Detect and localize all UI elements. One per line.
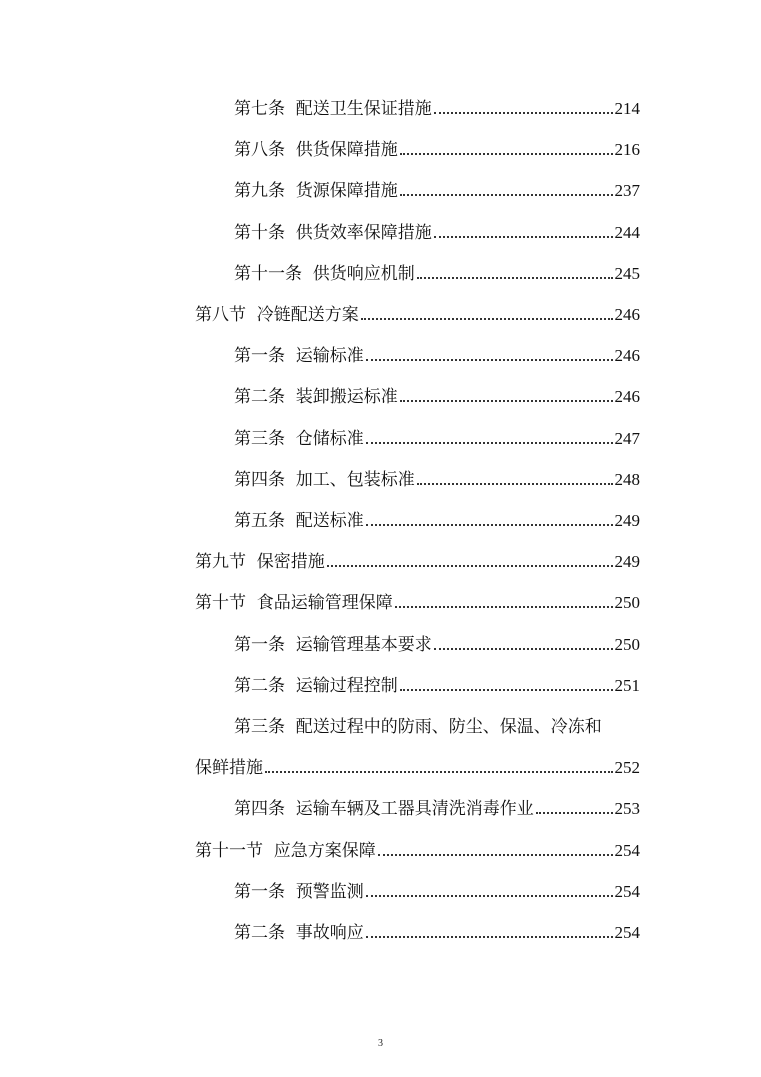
dot-leader xyxy=(366,895,613,897)
dot-leader xyxy=(536,812,613,814)
toc-entry[interactable] xyxy=(234,260,640,288)
dot-leader xyxy=(400,689,613,691)
page-number: 3 xyxy=(378,1038,383,1049)
toc-entry-page: 252 xyxy=(614,758,640,777)
toc-entry[interactable] xyxy=(234,177,640,205)
toc-entry-page: 249 xyxy=(614,552,640,571)
toc-entry-page: 249 xyxy=(614,511,640,530)
toc-entry[interactable] xyxy=(234,219,640,247)
dot-leader xyxy=(265,771,613,773)
toc-entry[interactable] xyxy=(195,301,640,329)
toc-entry[interactable] xyxy=(195,589,640,617)
toc-entry-title: 第一条 运输管理基本要求 xyxy=(234,635,432,655)
toc-entry[interactable] xyxy=(195,548,640,576)
toc-entry-page: 247 xyxy=(614,429,640,448)
toc-entry-page: 254 xyxy=(614,882,640,901)
toc-entry[interactable] xyxy=(195,837,640,865)
toc-entry-title: 第九节 保密措施 xyxy=(195,552,325,572)
dot-leader xyxy=(366,936,613,938)
toc-entry[interactable] xyxy=(234,878,640,906)
toc-entry-page: 254 xyxy=(614,923,640,942)
toc-entry-title: 第五条 配送标准 xyxy=(234,511,364,531)
toc-entry-page: 237 xyxy=(614,181,640,200)
toc-entry-title: 第二条 装卸搬运标准 xyxy=(234,387,398,407)
dot-leader xyxy=(434,112,613,114)
dot-leader xyxy=(400,153,613,155)
toc-entry[interactable] xyxy=(234,342,640,370)
toc-entry[interactable] xyxy=(195,754,640,782)
toc-entry-page: 248 xyxy=(614,470,640,489)
toc-entry[interactable] xyxy=(234,466,640,494)
toc-entry-title: 第八节 冷链配送方案 xyxy=(195,305,359,325)
toc-entry-page: 250 xyxy=(614,593,640,612)
toc-entry-title: 第四条 运输车辆及工器具清洗消毒作业 xyxy=(234,799,534,819)
toc-entry[interactable] xyxy=(234,672,640,700)
toc-entry-page: 250 xyxy=(614,635,640,654)
toc-entry[interactable] xyxy=(234,507,640,535)
dot-leader xyxy=(400,194,613,196)
toc-entry[interactable] xyxy=(234,425,640,453)
toc-entry-page: 216 xyxy=(614,140,640,159)
toc-entry-page: 214 xyxy=(614,99,640,118)
toc-entry-title: 第一条 预警监测 xyxy=(234,882,364,902)
toc-entry-title: 保鲜措施 xyxy=(195,758,263,778)
toc-entry[interactable] xyxy=(234,136,640,164)
toc-entry-page: 246 xyxy=(614,387,640,406)
toc-entry[interactable] xyxy=(234,95,640,123)
toc-entry-title: 第十条 供货效率保障措施 xyxy=(234,223,432,243)
toc-entry-title: 第二条 事故响应 xyxy=(234,923,364,943)
toc-entry-page: 251 xyxy=(614,676,640,695)
dot-leader xyxy=(378,854,613,856)
dot-leader xyxy=(327,565,613,567)
toc-entry-title: 第三条 仓储标准 xyxy=(234,429,364,449)
toc-entry[interactable] xyxy=(234,383,640,411)
dot-leader xyxy=(366,359,613,361)
toc-entry-title: 第十节 食品运输管理保障 xyxy=(195,593,393,613)
toc-entry-page: 253 xyxy=(614,799,640,818)
toc-entry-title: 第一条 运输标准 xyxy=(234,346,364,366)
toc-entry-title: 第八条 供货保障措施 xyxy=(234,140,398,160)
dot-leader xyxy=(434,648,613,650)
dot-leader xyxy=(400,400,613,402)
toc-entry[interactable] xyxy=(234,631,640,659)
toc-entry-title: 第十一节 应急方案保障 xyxy=(195,841,376,861)
dot-leader xyxy=(434,236,613,238)
dot-leader xyxy=(361,318,613,320)
toc-entry-title: 第九条 货源保障措施 xyxy=(234,181,398,201)
dot-leader xyxy=(417,277,613,279)
toc-entry-title: 第二条 运输过程控制 xyxy=(234,676,398,696)
toc-entry-page: 244 xyxy=(614,223,640,242)
toc-entry-page: 254 xyxy=(614,841,640,860)
dot-leader xyxy=(366,442,613,444)
toc-entry-title: 第十一条 供货响应机制 xyxy=(234,264,415,284)
toc-entry[interactable] xyxy=(234,919,640,947)
dot-leader xyxy=(395,606,613,608)
toc-entry[interactable] xyxy=(234,795,640,823)
toc-entry-title: 第四条 加工、包装标准 xyxy=(234,470,415,490)
toc-entry-title: 第七条 配送卫生保证措施 xyxy=(234,99,432,119)
dot-leader xyxy=(417,483,613,485)
toc-entry-continued[interactable]: 第三条 配送过程中的防雨、防尘、保温、冷冻和 xyxy=(234,717,602,737)
toc-entry-page: 245 xyxy=(614,264,640,283)
toc-entry-page: 246 xyxy=(614,305,640,324)
dot-leader xyxy=(366,524,613,526)
toc-entry-page: 246 xyxy=(614,346,640,365)
